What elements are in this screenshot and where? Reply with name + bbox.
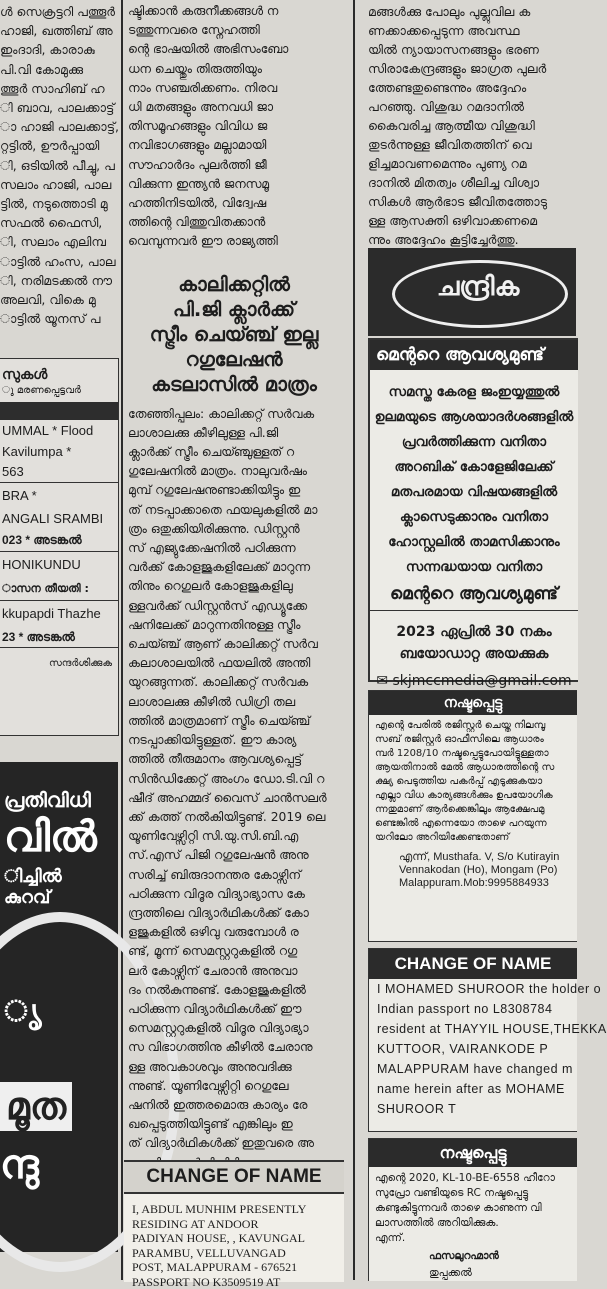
- text-line: അലവി, വികെ മു: [0, 290, 120, 309]
- text-line: സെമസ്റ്ററുകളിൽ വിദൂര വിദ്യാഭ്യാ: [124, 1019, 344, 1038]
- listing-row: ാസന തീയതി :: [0, 578, 118, 600]
- text-line: ധി മതങ്ങളും അനവധി ജാ: [124, 98, 344, 117]
- headline-line: പി.ജി ക്ലാർക്ക്: [124, 297, 344, 322]
- text-line: നവിഭാഗങ്ങളും മല്ലാമായി: [124, 136, 344, 155]
- text-line: പഠിക്കുന്ന വിദൂര വിദ്യാഭ്യാസ കേ: [124, 885, 344, 904]
- notice-title: നഷ്ടപ്പെട്ടു: [369, 1139, 577, 1167]
- text-line: ഇംദാദി, കാരാകു: [0, 40, 120, 59]
- ad-repeat-heading: മെന്ററെ ആവശ്യമുണ്ട്: [370, 584, 578, 604]
- middle-top-text: [124, 0, 344, 252]
- text-line: ന്റെ ഭാഷയിൽ അഭിസംബോ: [124, 40, 344, 59]
- notice-address-line: Vennakodan (Ho), Mongam (Po): [369, 864, 577, 877]
- text-line: തേഞ്ഞിപ്പലം: കാലിക്കറ്റ് സർവക: [124, 405, 344, 424]
- ad-body-line: അറബിക് കോളേജിലേക്ക്: [370, 455, 578, 480]
- notice-line: MALAPPURAM have changed m: [369, 1059, 577, 1079]
- text-line: സിൻഡിക്കേറ്റ് അംഗം ഡോ.ടി.വി റ: [124, 770, 344, 789]
- ad-heading: മെന്ററെ ആവശ്യമുണ്ട്: [370, 340, 578, 370]
- listing-row: UMMAL * Flood: [0, 420, 118, 442]
- text-line: ദാനിൽ മിതത്വം ശീലിച്ച വിശ്വാ: [360, 173, 576, 192]
- ad-body-line: പ്രവർത്തിക്കുന്ന വനിതാ: [370, 430, 578, 455]
- notice-address-line: Malappuram.Mob:9995884933: [369, 877, 577, 890]
- ad-line: വിൽ: [0, 812, 118, 862]
- notice-title: CHANGE OF NAME: [124, 1162, 344, 1194]
- text-line: ഹാജി, ഖത്തിബ് അ: [0, 21, 120, 40]
- ad-line: ന്ദു: [0, 1142, 39, 1188]
- notice-line: ന്നതുമാണ് ആർക്കെങ്കിലും ആക്ഷേപമു: [369, 803, 577, 817]
- text-line: റ്റട്ടിൽ, ഊർപ്പായി: [0, 136, 120, 155]
- notice-line: SHUROOR T: [369, 1099, 577, 1119]
- box-title: സുകൾ: [0, 359, 118, 383]
- notice-line: POST, MALAPPURAM - 676521: [124, 1260, 344, 1275]
- text-line: പറഞ്ഞു. വിശുദ്ധ റമദാനിൽ: [360, 97, 576, 116]
- text-line: ട്ടിൽ, നടുത്തൊടി മു: [0, 194, 120, 213]
- email-icon: ✉: [376, 673, 388, 689]
- notice-line: എല്ലാ വിധ കാര്യങ്ങൾക്കും ഉപയോഗിക: [369, 789, 577, 803]
- text-line: ടത്തുന്നവരെ സ്നേഹത്തി: [124, 21, 344, 40]
- notice-line: PADIYAN HOUSE, , KAVUNGAL: [124, 1231, 344, 1246]
- text-line: തിസമൂഹങ്ങളും വിവിധ ജ: [124, 117, 344, 136]
- listing-row: 563: [0, 462, 118, 482]
- text-line: സരിച്ച് ബിരുദാനന്തര കോഴ്സിന്: [124, 866, 344, 885]
- headline: [124, 272, 344, 397]
- ad-body-line: ഹോസ്റ്റലിൽ താമസിക്കാനും: [370, 530, 578, 555]
- text-line: ണക്കാക്കപ്പെടുന്ന അവസ്ഥ: [360, 21, 576, 40]
- text-line: ണ്ട്, മൂന്ന് സെമസ്റ്ററുകളിൽ റഗു: [124, 942, 344, 961]
- text-line: ി, സലാം എലിമ്പ: [0, 232, 120, 251]
- ad-body-line: സമസ്ത കേരള ജംഇയ്യത്തുൽ: [370, 380, 578, 405]
- text-line: ത്തിൽ മാത്രമാണ് സ്ട്രീം ചെയ്ഞ്ച്: [124, 712, 344, 731]
- text-line: ന്ദ്രത്തിലെ വിദ്യാർഥികൾക്ക് കോ: [124, 904, 344, 923]
- logo-wordmark: ചന്ദ്രിക: [398, 272, 558, 303]
- text-line: യൂണിവേഴ്സിറ്റി സി.യു.സി.ബി.എ: [124, 827, 344, 846]
- ad-line: ൃ: [4, 994, 42, 1029]
- text-line: ഷനിൽ ഇത്തരമൊരു കാര്യം രേ: [124, 1096, 344, 1115]
- notice-line: I MOHAMED SHUROOR the holder o: [369, 979, 577, 999]
- ad-body-line: സന്നദ്ധയായ വനിതാ: [370, 555, 578, 580]
- text-line: തുടർന്നുള്ള ജീവിതത്തിന് വെ: [360, 135, 576, 154]
- text-line: ത് നടപ്പാക്കാതെ ഫയലുകളിൽ മാ: [124, 501, 344, 520]
- text-line: സികൾ ആർഭാട ജീവിതത്തോടു: [360, 192, 576, 211]
- headline-line: സ്ട്രീം ചെയ്ഞ്ച് ഇല്ല: [124, 322, 344, 347]
- notice-line: resident at THAYYIL HOUSE,THEKKA: [369, 1019, 577, 1039]
- text-line: സലാം ഹാജി, പാല: [0, 175, 120, 194]
- notice-line: യറിലോ അറിയിക്കേണ്ടതാണ്: [369, 831, 577, 845]
- ad-line: കുറവ്: [0, 887, 118, 908]
- notice-line: Indian passport no L8308784: [369, 999, 577, 1019]
- notice-line: ഫസലുറഹ്മാൻ: [369, 1246, 577, 1266]
- text-line: ൾ സെക്രട്ടറി പത്തൂർ: [0, 2, 120, 21]
- notice-line: KUTTOOR, VAIRANKODE P: [369, 1039, 577, 1059]
- text-line: പി.വി കോമുക്കു: [0, 60, 120, 79]
- left-article-text: [0, 0, 120, 328]
- text-line: ളിച്ചമാവണമെന്നും പുണ്യ റമ: [360, 154, 576, 173]
- middle-column: [124, 0, 344, 1160]
- lost-rc-notice: [368, 1138, 577, 1281]
- ad-body-line: ഉലമയുടെ ആശയാദർശങ്ങളിൽ: [370, 405, 578, 430]
- ad-line: ിച്ചിൽ: [0, 862, 118, 887]
- text-line: ലർ കോഴ്സിന് ചേരാൻ അനുവാ: [124, 962, 344, 981]
- text-line: സ്.എസ് പിജി റഗുലേഷൻ അനു: [124, 846, 344, 865]
- notice-title: നഷ്ടപ്പെട്ടു: [369, 691, 577, 715]
- text-line: ത്തിന്റെ വിത്തുവിതക്കാൻ: [124, 213, 344, 232]
- text-line: വെമ്പുന്നവർ ഈ രാജ്യത്തി: [124, 232, 344, 251]
- column-rule: [353, 0, 355, 1280]
- article-body: [124, 405, 344, 1173]
- text-line: ഖപ്പെടുത്തിയിട്ടുണ്ട് എങ്കിലും ഇ: [124, 1115, 344, 1134]
- text-line: ദം നൽകുന്നുണ്ട്. കോളജുകളിൽ: [124, 981, 344, 1000]
- box-subtitle: ു മരണപ്പെട്ടവർ: [0, 385, 118, 396]
- ad-line: മൂത: [0, 1082, 72, 1131]
- ad-body-line: മതപരമായ വിഷയങ്ങളിൽ: [370, 480, 578, 505]
- text-line: ാ ഹാജി പാലക്കാട്ട്,: [0, 117, 120, 136]
- text-line: യിൽ ന്യായാസനങ്ങളും ഭരണ: [360, 40, 576, 59]
- notice-line: തുപ്പക്കൽ: [369, 1266, 577, 1281]
- listing-row: kkupapdi Thazhe: [0, 600, 118, 627]
- text-line: ഷ്ടിക്കാൻ കരുനീക്കങ്ങൾ ന: [124, 2, 344, 21]
- text-line: ത്തിൽ തീരുമാനം ആവശ്യപ്പെട്ട്: [124, 750, 344, 769]
- notice-line: ക്ഷ്യ പെടുത്തിയ പകർപ്പ് എടുക്കുകയാ: [369, 775, 577, 789]
- text-line: വിക്കുന്ന ഇന്ത്യൻ ജനസമൂ: [124, 175, 344, 194]
- notice-line: PARAMBU, VELLUVANGAD: [124, 1246, 344, 1261]
- listing-row: HONIKUNDU: [0, 551, 118, 578]
- ad-deadline: ബയോഡാറ്റ അയക്കുക: [370, 643, 578, 665]
- headline-line: കാലിക്കറ്റിൽ: [124, 272, 344, 297]
- text-line: ത് വിദ്യാർഥികൾക്ക് ഇതുവരെ അ: [124, 1134, 344, 1153]
- notice-line: എന്റെ പേരിൽ രജിസ്റ്റർ ചെയ്ത നിലമ്പൂ: [369, 719, 577, 733]
- listing-row: ANGALI SRAMBI: [0, 509, 118, 529]
- notice-title: CHANGE OF NAME: [369, 949, 577, 979]
- notice-line: ലാസത്തിൽ അറിയിക്കുക.: [369, 1216, 577, 1231]
- notice-line: സുപ്രോ വണ്ടിയുടെ RC നഷ്ടപ്പെട്ടു: [369, 1186, 577, 1201]
- text-line: ന്നും അദ്ദേഹം കൂട്ടിച്ചേർത്തു.: [360, 230, 576, 249]
- notice-line: മ്പർ 1208/10 നഷ്ടപ്പെട്ടുപോയിട്ടുള്ളതാ: [369, 747, 577, 761]
- notice-line: കണ്ടുകിട്ടുന്നവർ താഴെ കാണുന്ന വി: [369, 1201, 577, 1216]
- text-line: സ വിഭാഗത്തിനു കീഴിൽ ചേരാനു: [124, 1038, 344, 1057]
- text-line: പഠിക്കുന്ന വിദ്യാർഥികൾക്ക് ഈ: [124, 1000, 344, 1019]
- text-line: ചെയ്ഞ്ച് ആണ് കാലിക്കറ്റ് സർവ: [124, 635, 344, 654]
- headline-line: റഗുലേഷൻ: [124, 347, 344, 372]
- notice-line: സബ് രജിസ്റ്റർ ഓഫീസിലെ ആധാരം: [369, 733, 577, 747]
- text-line: ി, നരിമടക്കൽ നൗ: [0, 271, 120, 290]
- listing-row: 023 * അടങ്കൽ: [0, 529, 118, 551]
- box-divider-bar: [0, 402, 118, 420]
- text-line: ത്തൂർ സാഹിബ് ഹ: [0, 79, 120, 98]
- text-line: ക്ലാർക്ക് സ്ട്രീം ചെയ്ഞ്ചുള്ളത് റ: [124, 443, 344, 462]
- text-line: തിനും റെഗുലർ കോളജുകളിലു: [124, 577, 344, 596]
- listing-row: സന്ദർശിക്കുക: [0, 647, 118, 680]
- text-line: ലാശാലക്കു കീഴിലുള്ള പി.ജി: [124, 424, 344, 443]
- text-line: വർക്ക് കോളജുകളിലേക്ക് മാറുന്ന: [124, 558, 344, 577]
- text-line: നാം സഞ്ചരിക്കണം. നിരവ: [124, 79, 344, 98]
- notice-line: name herein after as MOHAME: [369, 1079, 577, 1099]
- notice-line: I, ABDUL MUNHIM PRESENTLY: [124, 1202, 344, 1217]
- ad-deadline: 2023 ഏപ്രിൽ 30 നകം: [370, 621, 578, 643]
- text-line: ാട്ടിൽ ഹംസ, പാല: [0, 252, 120, 271]
- text-line: ത്രം ഒതുക്കിയിരിക്കുന്നു. ഡിസ്റ്റൻ: [124, 520, 344, 539]
- text-line: ള്ള അവകാശവും അനുവദിക്കു: [124, 1058, 344, 1077]
- text-line: ത്തേണ്ടതുണ്ടെന്നും അദ്ദേഹം: [360, 78, 576, 97]
- lost-deed-notice: [368, 690, 577, 942]
- ad-email[interactable]: skjmccmedia@gmail.com: [393, 673, 572, 689]
- ad-body-line: ക്ലാസെടുക്കാനും വനിതാ: [370, 505, 578, 530]
- right-column: [360, 0, 576, 245]
- text-line: സഫൽ ഫൈസി,: [0, 213, 120, 232]
- ad-email-row: [370, 673, 578, 689]
- text-line: ഷീദ് അഹമ്മദ് വൈസ് ചാൻസലർ: [124, 789, 344, 808]
- text-line: ക്ക് കത്ത് നൽകിയിട്ടുണ്ട്. 2019 ലെ: [124, 808, 344, 827]
- change-of-name-notice-right: [368, 948, 577, 1132]
- mentor-advertisement: [368, 338, 578, 682]
- text-line: മുമ്പ് റഗുലേഷനുണ്ടാക്കിയിട്ടും ഇ: [124, 481, 344, 500]
- right-top-text: [360, 0, 576, 249]
- change-of-name-notice: [124, 1160, 344, 1282]
- text-line: ഹത്തിനിടയിൽ, വിദ്വേഷ: [124, 194, 344, 213]
- notice-line: എന്ന്.: [369, 1231, 577, 1246]
- notice-line: PASSPORT NO K3509519 AT: [124, 1275, 344, 1289]
- listing-row: Kavilumpa *: [0, 442, 118, 462]
- left-listing-box: [0, 358, 119, 736]
- text-line: ള്ളവർക്ക് ഡിസ്റ്റൻസ് എഡ്യൂക്കേ: [124, 597, 344, 616]
- text-line: യുറങ്ങുന്നത്. കാലിക്കറ്റ് സർവക: [124, 673, 344, 692]
- text-line: ി ബാവ, പാലക്കാട്ട്: [0, 98, 120, 117]
- text-line: ളജുകളിൽ ഒഴിവു വരുമ്പോൾ ര: [124, 923, 344, 942]
- left-advertisement: [0, 762, 118, 1252]
- notice-line: RESIDING AT ANDOOR: [124, 1217, 344, 1232]
- text-line: ഷനിലേക്ക് മാറുന്നതിനുള്ള സ്ട്രീം: [124, 616, 344, 635]
- text-line: ലാശാലക്കു കീഴിൽ ഡിഗ്രി തല: [124, 693, 344, 712]
- text-line: ഗുലേഷനിൽ മാത്രം. നാലുവർഷം: [124, 462, 344, 481]
- ad-line: പ്രതിവിധി: [0, 762, 118, 812]
- text-line: നടപ്പാക്കിയിട്ടുള്ളത്. ഈ കാര്യ: [124, 731, 344, 750]
- listing-row: 23 * അടങ്കൽ: [0, 627, 118, 647]
- notice-address-line: എന്ന്, Musthafa. V, S/o Kutirayin: [369, 851, 577, 864]
- text-line: സൗഹാർദം പുലർത്തി ജീ: [124, 156, 344, 175]
- headline-line: കടലാസിൽ മാത്രം: [124, 372, 344, 397]
- text-line: കലാശാലയിൽ ഫയലിൽ അന്തി: [124, 654, 344, 673]
- text-line: ന്നുണ്ട്. യൂണിവേഴ്സിറ്റി റെഗുലേ: [124, 1077, 344, 1096]
- text-line: സ് എജ്യുക്കേഷനിൽ പഠിക്കുന്ന: [124, 539, 344, 558]
- notice-line: ആയതിനാൽ മേൽ ആധാരത്തിന്റെ സ: [369, 761, 577, 775]
- notice-line: ണ്ടെങ്കിൽ എന്നെയോ താഴെ പറയുന്ന: [369, 817, 577, 831]
- text-line: കൈവരിച്ച ആത്മീയ വിശുദ്ധി: [360, 116, 576, 135]
- text-line: ി, ഒടിയിൽ പീച്ചു, പ: [0, 156, 120, 175]
- chandrika-logo: [368, 248, 576, 336]
- listing-row: BRA *: [0, 482, 118, 509]
- text-line: മങ്ങൾക്കു പോലും പുല്ലുവില ക: [360, 2, 576, 21]
- text-line: ള്ള ആസക്തി ഒഴിവാക്കണമെ: [360, 211, 576, 230]
- text-line: ാട്ടിൽ യൂനസ് പ: [0, 309, 120, 328]
- text-line: സിരാകേന്ദ്രങ്ങളും ജാഗ്രത പുലർ: [360, 59, 576, 78]
- notice-line: എന്റെ 2020, KL-10-BE-6558 ഹീറോ: [369, 1171, 577, 1186]
- text-line: ധന ചെയ്തും തിരുത്തിയും: [124, 60, 344, 79]
